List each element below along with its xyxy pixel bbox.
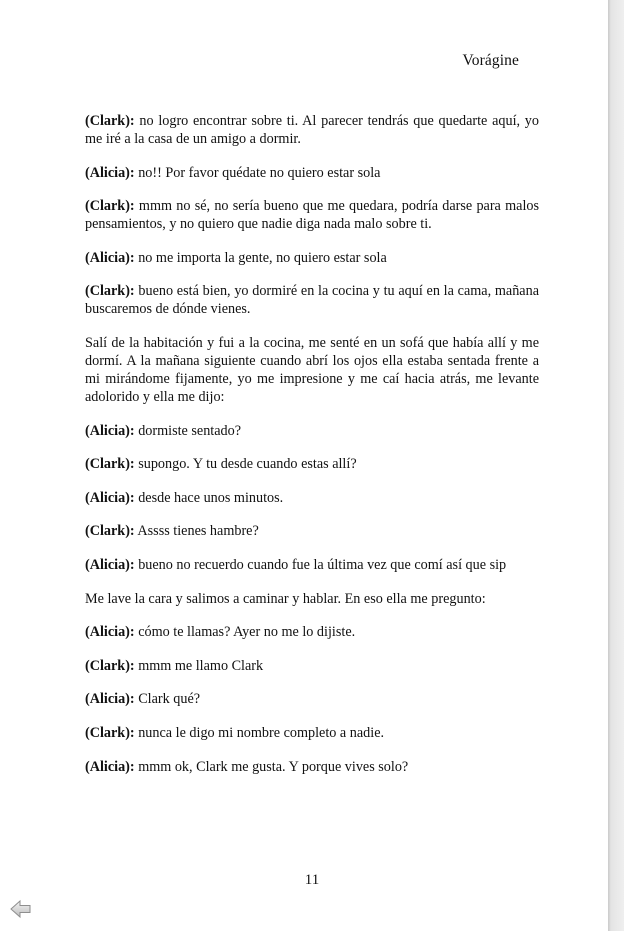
- speaker-label: (Clark):: [85, 523, 135, 540]
- paragraph-text: Assss tienes hambre?: [134, 523, 259, 540]
- dialogue-paragraph: [85, 657, 539, 675]
- speaker-label: (Clark):: [85, 456, 135, 473]
- dialogue-paragraph: [85, 249, 539, 267]
- speaker-label: (Alicia):: [85, 249, 135, 266]
- page-edge-shadow: [608, 0, 624, 931]
- back-arrow-icon[interactable]: [9, 898, 33, 920]
- speaker-label: (Alicia):: [85, 489, 135, 506]
- paragraph-text: no!! Por favor quédate no quiero estar sola: [134, 164, 381, 181]
- speaker-label: (Alicia):: [85, 422, 135, 439]
- speaker-label: (Clark):: [85, 113, 135, 129]
- paragraph-text: Clark qué?: [134, 691, 201, 708]
- back-arrow-icon-graphic: [9, 898, 33, 920]
- speaker-label: (Alicia):: [85, 556, 135, 573]
- paragraph-text: mmm ok, Clark me gusta. Y porque vives solo?: [134, 758, 409, 775]
- dialogue-paragraph: [85, 455, 539, 473]
- paragraph-text: bueno está bien, yo dormiré en la cocina y tu aquí en la cama, mañana buscaremos de dónde vienes.: [85, 283, 539, 318]
- paragraph-text: no me importa la gente, no quiero estar sola: [134, 249, 387, 266]
- paragraph-text: desde hace unos minutos.: [134, 489, 284, 506]
- page-number: 11: [304, 872, 320, 888]
- page-body: [85, 112, 539, 791]
- speaker-label: (Alicia):: [85, 691, 135, 708]
- paragraph-text: Me lave la cara y salimos a caminar y hablar. En eso ella me pregunto:: [85, 590, 486, 607]
- dialogue-paragraph: [85, 164, 539, 182]
- paragraph-text: cómo te llamas? Ayer no me lo dijiste.: [134, 624, 356, 641]
- speaker-label: (Alicia):: [85, 164, 135, 181]
- narrative-paragraph: [85, 334, 539, 406]
- running-header: Vorágine: [462, 52, 519, 69]
- dialogue-paragraph: [85, 282, 539, 318]
- dialogue-paragraph: [85, 422, 539, 440]
- speaker-label: (Alicia):: [85, 758, 135, 775]
- speaker-label: (Clark):: [85, 283, 135, 300]
- paragraph-text: Salí de la habitación y fui a la cocina, me senté en un sofá que había allí y me dormí. A la mañana siguiente cuando abrí los ojos ella estaba sentada frente a mi mirándome fijamente, yo me impresione y me caí hacia atrás, me levante adolorido y ella me dijo:: [85, 334, 539, 405]
- paragraph-text: bueno no recuerdo cuando fue la última vez que comí así que sip: [134, 556, 507, 573]
- speaker-label: (Clark):: [85, 724, 135, 741]
- paragraph-text: dormiste sentado?: [134, 422, 242, 439]
- paragraph-text: mmm no sé, no sería bueno que me quedara, podría darse para malos pensamientos, y no quiero que nadie diga nada malo sobre ti.: [85, 198, 539, 233]
- dialogue-paragraph: [85, 724, 539, 742]
- paragraph-text: mmm me llamo Clark: [134, 657, 264, 674]
- speaker-label: (Clark):: [85, 657, 135, 674]
- dialogue-paragraph: [85, 556, 539, 574]
- dialogue-paragraph: [85, 522, 539, 540]
- dialogue-paragraph: [85, 758, 539, 776]
- speaker-label: (Alicia):: [85, 624, 135, 641]
- dialogue-paragraph: [85, 690, 539, 708]
- dialogue-paragraph: [85, 197, 539, 233]
- paragraph-text: nunca le digo mi nombre completo a nadie.: [134, 724, 385, 741]
- dialogue-paragraph: [85, 112, 539, 148]
- narrative-paragraph: [85, 590, 539, 608]
- dialogue-paragraph: [85, 623, 539, 641]
- speaker-label: (Clark):: [85, 198, 135, 215]
- paragraph-text: no logro encontrar sobre ti. Al parecer tendrás que quedarte aquí, yo me iré a la casa de un amigo a dormir.: [85, 113, 539, 147]
- dialogue-paragraph: [85, 489, 539, 507]
- paragraph-text: supongo. Y tu desde cuando estas allí?: [134, 456, 357, 473]
